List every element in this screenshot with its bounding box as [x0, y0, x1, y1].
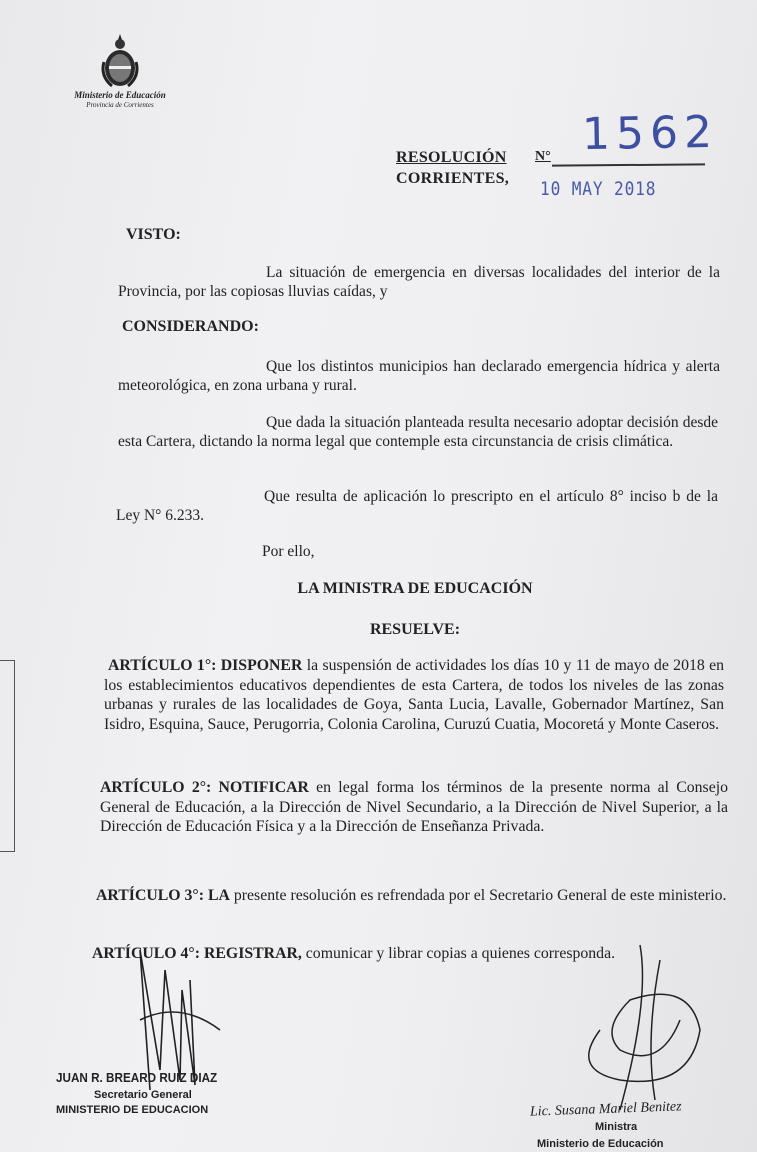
ministry-name: Ministerio de Educación — [74, 90, 166, 100]
resuelve-heading: RESUELVE: — [369, 621, 461, 638]
page-edge-artifact — [0, 660, 15, 852]
province-name: Provincia de Corrientes — [86, 101, 154, 109]
city-label: CORRIENTES, — [396, 170, 510, 187]
article-4-label: ARTÍCULO 4°: — [92, 945, 201, 962]
signer-left-name: JUAN R. BREARD RUIZ DIAZ — [56, 1070, 218, 1085]
signer-right-role: Ministra — [595, 1121, 638, 1133]
considerando-paragraph-1: Que los distintos municipios han declarado emergencia hídrica y alerta meteorológica, en zona urbana y rural. — [118, 358, 720, 394]
signer-left-org: MINISTERIO DE EDUCACION — [56, 1104, 209, 1116]
considerando-heading: CONSIDERANDO: — [122, 318, 259, 335]
signature-right-icon — [560, 940, 730, 1120]
article-4-text: comunicar y librar copias a quienes corresponda. — [305, 945, 616, 962]
article-1 — [104, 656, 724, 734]
considerando-paragraph-3: Que resulta de aplicación lo prescripto en el artículo 8° inciso b de la Ley N° 6.233. — [116, 488, 718, 524]
considerando-paragraph-2: Que dada la situación planteada resulta necesario adoptar decisión desde esta Cartera, dictando la norma legal que contemple esta circunstancia de crisis climática. — [118, 414, 718, 450]
article-1-label: ARTÍCULO 1°: — [108, 657, 217, 674]
article-3 — [96, 886, 730, 906]
signer-left-role: Secretario General — [94, 1089, 192, 1101]
resolution-label: RESOLUCIÓN — [396, 149, 507, 166]
visto-heading: VISTO: — [126, 226, 181, 243]
date-stamp: 10 MAY 2018 — [540, 178, 657, 200]
visto-text: La situación de emergencia en diversas localidades del interior de la Provincia, por las copiosas lluvias caídas, y — [118, 264, 720, 300]
resolution-number-line — [552, 163, 705, 166]
resolution-number-label: N° — [535, 149, 551, 164]
signer-right-name: Lic. Susana Mariel Benitez — [529, 1099, 682, 1120]
article-4-verb: REGISTRAR, — [203, 945, 302, 962]
coat-of-arms-icon — [98, 32, 142, 90]
resolution-number: 1562 — [581, 106, 719, 161]
signer-right-org: Ministerio de Educación — [537, 1138, 664, 1150]
article-3-verb: LA — [207, 887, 230, 904]
article-2-text: en legal forma los términos de la presente norma al Consejo General de Educación, a la Dirección de Nivel Secundario, a la Dirección de Nivel Superior, a la Dirección de Educación Física y a la Dirección de Enseñanza Privada. — [100, 779, 728, 835]
authority-heading: LA MINISTRA DE EDUCACIÓN — [297, 580, 533, 597]
article-2-label: ARTÍCULO 2°: — [100, 779, 212, 796]
article-2-verb: NOTIFICAR — [218, 779, 309, 796]
article-1-verb: DISPONER — [220, 657, 303, 674]
article-3-text: presente resolución es refrendada por el Secretario General de este ministerio. — [233, 887, 727, 904]
article-2 — [100, 778, 728, 837]
article-1-text: la suspensión de actividades los días 10 y 11 de mayo de 2018 en los establecimientos educativos dependientes de esta Cartera, de todos los niveles de las zonas urbanas y rurales de las localidades de Goya, Santa Lucia, Lavalle, Gobernador Martínez, San Isidro, Esquina, Sauce, Perugorria, Colonia Carolina, Curuzú Cuatia, Mocoretá y Monte Caseros. — [104, 657, 725, 733]
por-ello: Por ello, — [262, 543, 315, 560]
article-3-label: ARTÍCULO 3°: — [96, 887, 205, 904]
